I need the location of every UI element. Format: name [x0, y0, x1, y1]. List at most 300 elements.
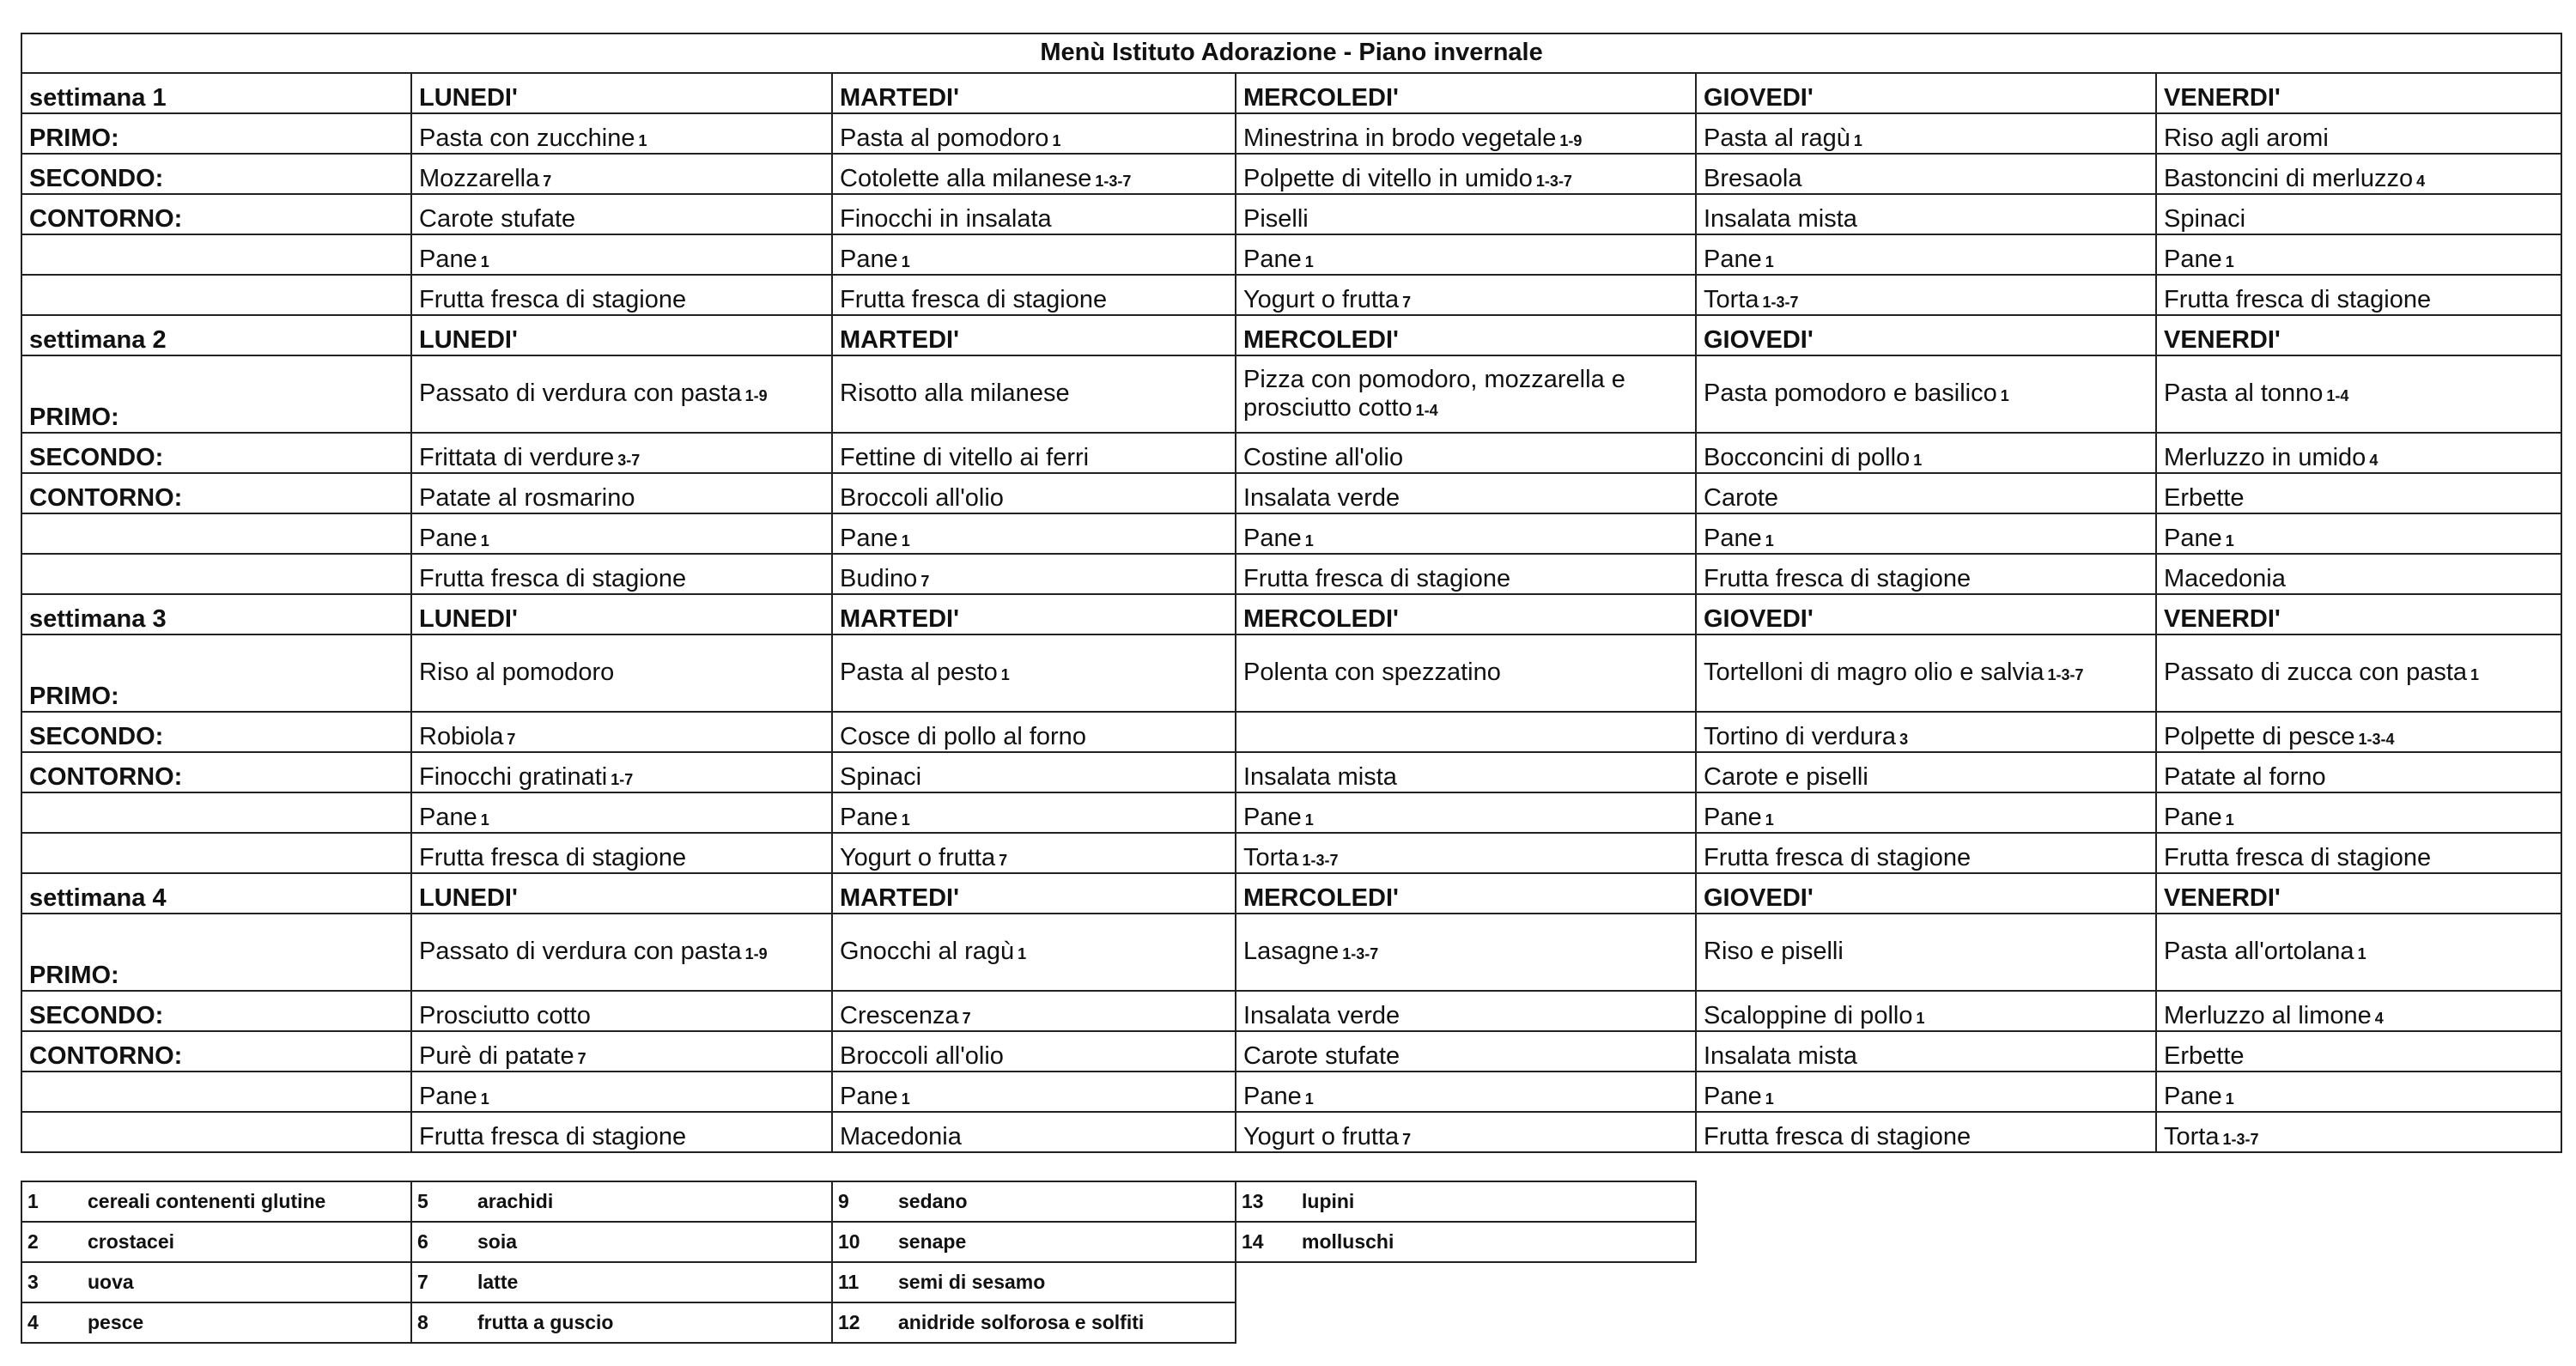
menu-item — [411, 355, 832, 433]
dish-name: Costine all'olio — [1243, 443, 1404, 471]
course-row — [21, 433, 2561, 473]
day-header: MARTEDI' — [832, 315, 1236, 355]
course-label: PRIMO: — [21, 113, 411, 154]
dish-name: Cotolette alla milanese — [840, 164, 1092, 192]
day-header: GIOVEDI' — [1696, 315, 2156, 355]
menu-item — [1236, 1072, 1696, 1112]
allergen-codes: 1 — [2470, 666, 2480, 684]
dish-name: Merluzzo al limone — [2164, 1001, 2372, 1029]
legend-row — [21, 1181, 1696, 1222]
menu-table-body — [21, 33, 2561, 1152]
allergen-codes: 4 — [2374, 1009, 2384, 1027]
allergen-codes: 4 — [2416, 172, 2426, 190]
menu-item — [1696, 194, 2156, 234]
menu-item — [2156, 473, 2561, 513]
allergen-codes: 1 — [2357, 945, 2366, 963]
week-header-row — [21, 73, 2561, 113]
dish-name: Frutta fresca di stagione — [1704, 1122, 1971, 1150]
menu-item — [1236, 154, 1696, 194]
allergen-codes: 7 — [507, 730, 516, 748]
menu-item — [2156, 275, 2561, 315]
day-header: VENERDI' — [2156, 594, 2561, 634]
allergen-codes: 1 — [480, 252, 489, 270]
week-label: settimana 4 — [21, 873, 411, 914]
dish-name: Pane — [419, 803, 477, 831]
menu-item — [832, 234, 1236, 275]
menu-item — [1236, 355, 1696, 433]
dish-name: Carote stufate — [1243, 1041, 1400, 1070]
allergen-codes: 1 — [480, 810, 489, 829]
allergen-codes: 1-9 — [1559, 131, 1583, 149]
day-header: LUNEDI' — [411, 315, 832, 355]
dish-name: Pane — [840, 524, 898, 552]
menu-item — [1696, 1072, 2156, 1112]
course-label: CONTORNO: — [21, 473, 411, 513]
menu-item — [2156, 1031, 2561, 1072]
legend-entry — [1236, 1222, 1696, 1262]
week-header-row — [21, 873, 2561, 914]
legend-entry — [832, 1262, 1236, 1302]
menu-item — [1236, 914, 1696, 991]
menu-item — [1236, 634, 1696, 712]
menu-item — [832, 991, 1236, 1031]
course-label: CONTORNO: — [21, 1031, 411, 1072]
allergen-name: crostacei — [88, 1230, 175, 1253]
menu-item — [411, 194, 832, 234]
allergen-number: 6 — [417, 1230, 428, 1253]
allergen-codes: 1-3-7 — [1342, 945, 1379, 963]
menu-item — [411, 154, 832, 194]
allergen-codes: 1 — [901, 531, 910, 549]
dish-name: Frutta fresca di stagione — [2164, 285, 2432, 313]
dish-name: Passato di zucca con pasta — [2164, 659, 2468, 687]
menu-item — [832, 473, 1236, 513]
dish-name: Macedonia — [840, 1122, 962, 1150]
menu-item — [832, 1072, 1236, 1112]
dish-name: Piselli — [1243, 204, 1309, 233]
allergen-codes: 7 — [543, 172, 552, 190]
dish-name: Insalata mista — [1704, 204, 1857, 233]
course-label — [21, 833, 411, 873]
dish-name: Frutta fresca di stagione — [1243, 564, 1511, 592]
menu-item — [1696, 275, 2156, 315]
menu-item — [1236, 433, 1696, 473]
menu-item — [2156, 1072, 2561, 1112]
legend-row — [21, 1262, 1696, 1302]
allergen-codes: 1 — [1000, 666, 1010, 684]
menu-title: Menù Istituto Adorazione - Piano invernale — [21, 33, 2561, 73]
dish-name: Carote e piselli — [1704, 762, 1868, 791]
menu-item — [1236, 1112, 1696, 1152]
menu-item — [2156, 154, 2561, 194]
dish-name: Torta — [1243, 843, 1299, 871]
dish-name: Insalata mista — [1243, 762, 1397, 791]
legend-entry — [411, 1222, 832, 1262]
dish-name: Gnocchi al ragù — [840, 938, 1015, 966]
dish-name: Torta — [1704, 285, 1759, 313]
course-label — [21, 513, 411, 554]
dish-name: Pane — [2164, 524, 2222, 552]
allergen-codes: 1 — [2225, 252, 2234, 270]
dish-name: Patate al rosmarino — [419, 483, 635, 512]
day-header: GIOVEDI' — [1696, 73, 2156, 113]
week-label: settimana 1 — [21, 73, 411, 113]
dish-name: Riso al pomodoro — [419, 659, 615, 687]
menu-item — [1236, 554, 1696, 594]
legend-entry — [21, 1181, 411, 1222]
allergen-number: 11 — [838, 1271, 860, 1293]
day-header: MERCOLEDI' — [1236, 594, 1696, 634]
dish-name: Pane — [1243, 803, 1302, 831]
week-label: settimana 2 — [21, 315, 411, 355]
menu-item — [411, 113, 832, 154]
dish-name: Pasta al pesto — [840, 659, 998, 687]
menu-item — [832, 554, 1236, 594]
allergen-number: 3 — [27, 1271, 39, 1293]
menu-item — [2156, 1112, 2561, 1152]
dish-name: Bastoncini di merluzzo — [2164, 164, 2414, 192]
menu-item — [1236, 752, 1696, 792]
menu-item — [2156, 712, 2561, 752]
dish-name: Pane — [840, 245, 898, 273]
allergen-name: pesce — [88, 1311, 144, 1333]
menu-item — [1236, 513, 1696, 554]
course-row — [21, 991, 2561, 1031]
allergen-number: 2 — [27, 1230, 39, 1253]
menu-item — [832, 792, 1236, 833]
legend-entry — [1236, 1181, 1696, 1222]
dish-name: Pizza con pomodoro, mozzarella e prosciutto cotto — [1243, 365, 1625, 422]
dish-name: Frutta fresca di stagione — [419, 285, 687, 313]
dish-name: Frutta fresca di stagione — [419, 843, 687, 871]
allergen-codes: 1-3-7 — [2222, 1130, 2259, 1148]
allergen-codes: 1 — [1304, 810, 1314, 829]
menu-item — [832, 752, 1236, 792]
menu-item — [2156, 634, 2561, 712]
allergen-codes: 1 — [1304, 531, 1314, 549]
allergen-codes: 1 — [480, 1090, 489, 1108]
allergen-codes: 4 — [2369, 451, 2379, 469]
dish-name: Erbette — [2164, 483, 2245, 512]
dish-name: Pane — [2164, 245, 2222, 273]
allergen-codes: 7 — [577, 1049, 586, 1067]
allergen-name: cereali contenenti glutine — [88, 1190, 326, 1212]
allergen-codes: 1-9 — [744, 945, 768, 963]
menu-item — [1696, 113, 2156, 154]
course-label: CONTORNO: — [21, 194, 411, 234]
dish-name: Macedonia — [2164, 564, 2286, 592]
day-header: VENERDI' — [2156, 873, 2561, 914]
allergen-codes: 3-7 — [617, 451, 641, 469]
course-label — [21, 792, 411, 833]
dish-name: Frutta fresca di stagione — [840, 285, 1108, 313]
allergen-name: uova — [88, 1271, 134, 1293]
menu-item — [411, 275, 832, 315]
menu-table — [21, 33, 2562, 1153]
allergen-codes: 1-4 — [1415, 402, 1438, 419]
menu-item — [832, 154, 1236, 194]
dish-name: Patate al forno — [2164, 762, 2326, 791]
course-row — [21, 194, 2561, 234]
allergen-codes: 3 — [1899, 730, 1909, 748]
menu-item — [1696, 355, 2156, 433]
course-row — [21, 554, 2561, 594]
allergen-codes: 1 — [1304, 1090, 1314, 1108]
menu-item — [1236, 113, 1696, 154]
dish-name: Frutta fresca di stagione — [419, 1122, 687, 1150]
menu-item — [832, 433, 1236, 473]
menu-item — [411, 1072, 832, 1112]
allergen-name: latte — [477, 1271, 519, 1293]
dish-name: Tortino di verdura — [1704, 722, 1897, 750]
allergen-codes: 7 — [1402, 293, 1412, 311]
menu-item — [832, 275, 1236, 315]
allergen-number: 9 — [838, 1190, 849, 1212]
menu-item — [832, 513, 1236, 554]
menu-item — [1696, 234, 2156, 275]
menu-item — [2156, 554, 2561, 594]
course-row — [21, 113, 2561, 154]
allergen-number: 5 — [417, 1190, 428, 1212]
course-label: PRIMO: — [21, 355, 411, 433]
menu-item — [1696, 1031, 2156, 1072]
dish-name: Merluzzo in umido — [2164, 443, 2366, 471]
dish-name: Pane — [419, 245, 477, 273]
allergen-number: 1 — [27, 1190, 39, 1212]
day-header: LUNEDI' — [411, 873, 832, 914]
dish-name: Budino — [840, 564, 918, 592]
day-header: MERCOLEDI' — [1236, 315, 1696, 355]
dish-name: Polenta con spezzatino — [1243, 659, 1501, 687]
dish-name: Pasta al ragù — [1704, 124, 1850, 152]
dish-name: Erbette — [2164, 1041, 2245, 1070]
menu-item — [2156, 355, 2561, 433]
course-row — [21, 513, 2561, 554]
legend-entry — [21, 1302, 411, 1343]
dish-name: Pane — [1243, 1082, 1302, 1110]
allergen-legend-body — [21, 1181, 1696, 1343]
legend-entry — [832, 1181, 1236, 1222]
day-header: VENERDI' — [2156, 73, 2561, 113]
legend-entry — [832, 1302, 1236, 1343]
menu-item — [1236, 473, 1696, 513]
course-label: SECONDO: — [21, 154, 411, 194]
menu-item — [832, 634, 1236, 712]
menu-item — [2156, 752, 2561, 792]
menu-item — [411, 792, 832, 833]
course-row — [21, 1031, 2561, 1072]
course-label — [21, 1112, 411, 1152]
dish-name: Bocconcini di pollo — [1704, 443, 1911, 471]
week-label: settimana 3 — [21, 594, 411, 634]
allergen-codes: 1 — [2225, 810, 2234, 829]
menu-item — [411, 712, 832, 752]
dish-name: Torta — [2164, 1122, 2220, 1150]
course-label — [21, 1072, 411, 1112]
legend-entry — [411, 1262, 832, 1302]
menu-item — [832, 833, 1236, 873]
dish-name: Carote — [1704, 483, 1779, 512]
menu-item — [1696, 473, 2156, 513]
day-header: VENERDI' — [2156, 315, 2561, 355]
dish-name: Pane — [840, 1082, 898, 1110]
dish-name: Pane — [1704, 1082, 1762, 1110]
dish-name: Scaloppine di pollo — [1704, 1001, 1913, 1029]
dish-name: Minestrina in brodo vegetale — [1243, 124, 1557, 152]
allergen-codes: 1 — [638, 131, 647, 149]
menu-item — [1696, 712, 2156, 752]
dish-name: Tortelloni di magro olio e salvia — [1704, 659, 2044, 687]
dish-name: Yogurt o frutta — [840, 843, 996, 871]
dish-name: Pasta al pomodoro — [840, 124, 1049, 152]
allergen-codes: 1-3-7 — [2047, 666, 2084, 684]
menu-item — [1696, 792, 2156, 833]
menu-item — [1696, 634, 2156, 712]
allergen-codes: 1-3-7 — [1302, 851, 1339, 869]
menu-item — [411, 234, 832, 275]
menu-item — [411, 473, 832, 513]
day-header: GIOVEDI' — [1696, 594, 2156, 634]
dish-name: Fettine di vitello ai ferri — [840, 443, 1090, 471]
allergen-codes: 1-4 — [2326, 387, 2349, 405]
allergen-codes: 1-3-7 — [1095, 172, 1132, 190]
menu-item — [1236, 275, 1696, 315]
course-row — [21, 634, 2561, 712]
allergen-name: semi di sesamo — [898, 1271, 1046, 1293]
menu-item — [2156, 234, 2561, 275]
course-label — [21, 234, 411, 275]
menu-item — [832, 113, 1236, 154]
allergen-codes: 1-3-7 — [1762, 293, 1799, 311]
allergen-codes: 7 — [962, 1009, 971, 1027]
menu-item — [411, 1112, 832, 1152]
dish-name: Crescenza — [840, 1001, 959, 1029]
dish-name: Lasagne — [1243, 938, 1340, 966]
course-row — [21, 712, 2561, 752]
menu-item — [1696, 833, 2156, 873]
allergen-codes: 1-3-4 — [2358, 730, 2395, 748]
menu-item — [832, 194, 1236, 234]
dish-name: Pane — [2164, 1082, 2222, 1110]
allergen-name: lupini — [1302, 1190, 1355, 1212]
dish-name: Pane — [1704, 245, 1762, 273]
menu-item — [1696, 154, 2156, 194]
allergen-codes: 1 — [1765, 810, 1774, 829]
legend-row — [21, 1302, 1696, 1343]
course-row — [21, 275, 2561, 315]
dish-name: Polpette di vitello in umido — [1243, 164, 1533, 192]
allergen-number: 13 — [1242, 1190, 1264, 1212]
course-label: SECONDO: — [21, 712, 411, 752]
allergen-number: 7 — [417, 1271, 428, 1293]
menu-item — [411, 513, 832, 554]
course-row — [21, 914, 2561, 991]
dish-name: Yogurt o frutta — [1243, 285, 1400, 313]
course-row — [21, 792, 2561, 833]
dish-name: Frutta fresca di stagione — [1704, 564, 1971, 592]
course-row — [21, 833, 2561, 873]
menu-item — [832, 914, 1236, 991]
dish-name: Riso agli aromi — [2164, 124, 2329, 152]
legend-row — [21, 1222, 1696, 1262]
menu-item — [1696, 914, 2156, 991]
day-header: GIOVEDI' — [1696, 873, 2156, 914]
allergen-number: 10 — [838, 1230, 860, 1253]
allergen-codes: 1 — [1913, 451, 1923, 469]
dish-name: Spinaci — [840, 762, 922, 791]
dish-name: Mozzarella — [419, 164, 540, 192]
menu-item — [1236, 194, 1696, 234]
dish-name: Frittata di verdure — [419, 443, 615, 471]
allergen-codes: 1-9 — [744, 387, 768, 405]
allergen-number: 4 — [27, 1311, 39, 1333]
menu-item — [2156, 914, 2561, 991]
allergen-name: senape — [898, 1230, 967, 1253]
dish-name: Prosciutto cotto — [419, 1001, 591, 1029]
dish-name: Insalata verde — [1243, 483, 1400, 512]
dish-name: Pasta pomodoro e basilico — [1704, 379, 1997, 408]
menu-item — [832, 1031, 1236, 1072]
day-header: MERCOLEDI' — [1236, 873, 1696, 914]
menu-item — [832, 712, 1236, 752]
week-header-row — [21, 594, 2561, 634]
menu-item — [411, 991, 832, 1031]
dish-name: Insalata verde — [1243, 1001, 1400, 1029]
course-label: SECONDO: — [21, 991, 411, 1031]
course-row — [21, 234, 2561, 275]
allergen-codes: 1 — [1018, 945, 1027, 963]
allergen-codes: 1 — [480, 531, 489, 549]
menu-item — [411, 833, 832, 873]
allergen-codes: 1 — [1765, 531, 1774, 549]
menu-item — [2156, 433, 2561, 473]
allergen-codes: 1 — [2225, 531, 2234, 549]
menu-item — [1696, 752, 2156, 792]
allergen-codes: 1 — [1765, 1090, 1774, 1108]
allergen-number: 14 — [1242, 1230, 1264, 1253]
course-label — [21, 554, 411, 594]
legend-entry — [411, 1181, 832, 1222]
dish-name: Pasta all'ortolana — [2164, 938, 2354, 966]
dish-name: Pane — [2164, 803, 2222, 831]
menu-item — [2156, 792, 2561, 833]
menu-item — [1236, 234, 1696, 275]
dish-name: Insalata mista — [1704, 1041, 1857, 1070]
allergen-codes: 1 — [1853, 131, 1862, 149]
dish-name: Passato di verdura con pasta — [419, 379, 742, 408]
course-row — [21, 154, 2561, 194]
dish-name: Robiola — [419, 722, 504, 750]
course-row — [21, 1112, 2561, 1152]
menu-item — [1696, 513, 2156, 554]
allergen-codes: 7 — [999, 851, 1008, 869]
course-label: CONTORNO: — [21, 752, 411, 792]
allergen-name: soia — [477, 1230, 518, 1253]
day-header: LUNEDI' — [411, 73, 832, 113]
menu-item — [411, 634, 832, 712]
allergen-codes: 1-7 — [611, 770, 634, 788]
menu-item — [832, 355, 1236, 433]
allergen-name: frutta a guscio — [477, 1311, 614, 1333]
allergen-legend — [21, 1181, 1697, 1344]
allergen-name: anidride solforosa e solfiti — [898, 1311, 1145, 1333]
course-label: PRIMO: — [21, 914, 411, 991]
dish-name: Pane — [1243, 245, 1302, 273]
dish-name: Frutta fresca di stagione — [2164, 843, 2432, 871]
legend-entry — [21, 1222, 411, 1262]
allergen-codes: 1 — [1052, 131, 1061, 149]
day-header: MARTEDI' — [832, 594, 1236, 634]
